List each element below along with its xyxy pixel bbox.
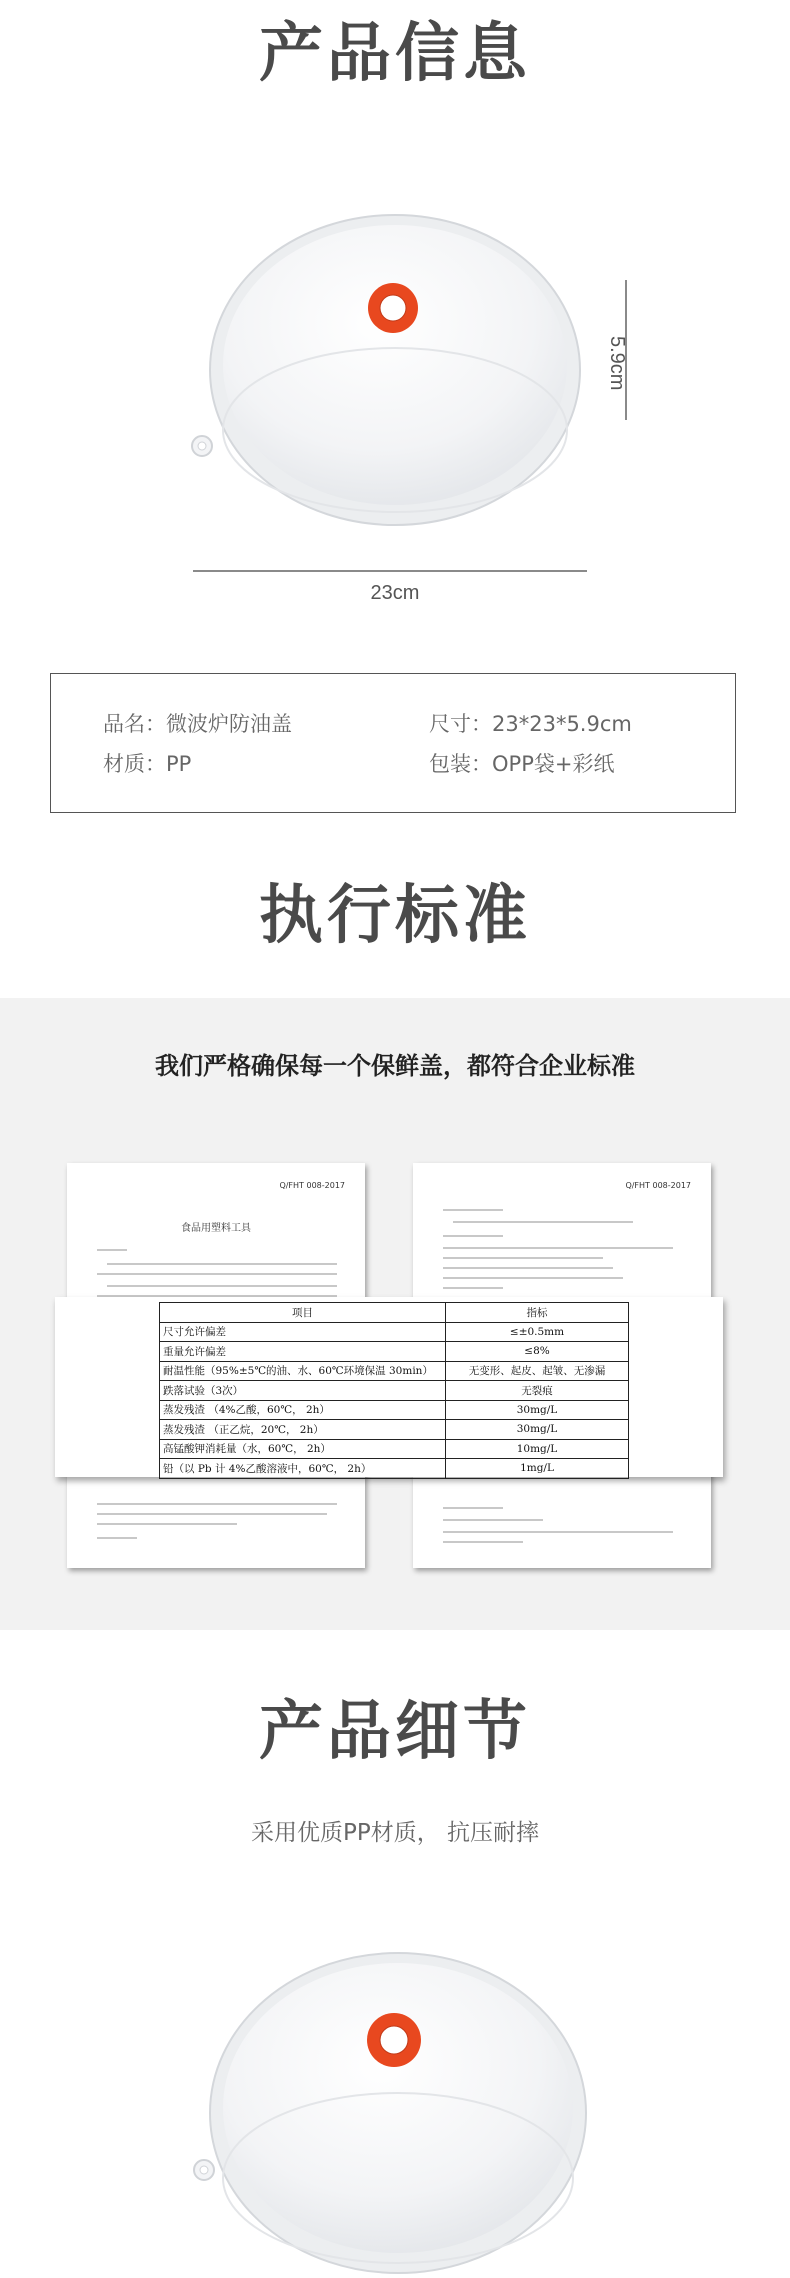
product-image-top (180, 190, 620, 530)
doc-line (97, 1503, 337, 1505)
doc-line (97, 1513, 327, 1515)
doc-line (97, 1273, 337, 1275)
info-package: 包装：OPP袋+彩纸 (429, 752, 615, 776)
table-cell: 耐温性能（95%±5℃的油、水、60℃环境保温 30min） (160, 1361, 446, 1381)
info-material: 材质：PP (103, 752, 192, 776)
doc-line (97, 1249, 127, 1251)
table-cell: ≤8% (446, 1342, 629, 1362)
doc-line (97, 1537, 137, 1539)
table-row (160, 1342, 629, 1362)
doc-line (443, 1277, 623, 1279)
doc-line (443, 1267, 613, 1269)
table-cell: ≤±0.5mm (446, 1322, 629, 1342)
doc-line (107, 1263, 337, 1265)
table-header: 项目 (160, 1303, 446, 1323)
table-cell: 无变形、起皮、起皱、无渗漏 (446, 1361, 629, 1381)
diameter-dimension-line (193, 570, 587, 572)
table-header: 指标 (446, 1303, 629, 1323)
doc-line (443, 1287, 503, 1289)
doc-line (443, 1235, 503, 1237)
table-cell: 蒸发残渣 （4%乙酸，60℃， 2h） (160, 1400, 446, 1420)
section-title-standard: 执行标准 (259, 879, 531, 953)
table-row (160, 1420, 629, 1440)
table-cell: 高锰酸钾消耗量（水，60℃， 2h） (160, 1439, 446, 1459)
table-row (160, 1361, 629, 1381)
table-cell: 尺寸允许偏差 (160, 1322, 446, 1342)
table-cell: 30mg/L (446, 1420, 629, 1440)
standard-table (159, 1302, 629, 1479)
doc-line (97, 1523, 237, 1525)
standard-table-strip (55, 1297, 723, 1477)
table-cell: 重量允许偏差 (160, 1342, 446, 1362)
doc-line (443, 1247, 673, 1249)
standard-caption: 我们严格确保每一个保鲜盖，都符合企业标准 (155, 1052, 635, 1080)
table-row (160, 1439, 629, 1459)
doc-line (443, 1541, 523, 1543)
table-cell: 10mg/L (446, 1439, 629, 1459)
doc-line (453, 1221, 633, 1223)
section-title-detail: 产品细节 (259, 1695, 531, 1769)
doc-line (443, 1257, 603, 1259)
doc-line (443, 1209, 503, 1211)
table-cell: 蒸发残渣 （正乙烷，20℃， 2h） (160, 1420, 446, 1440)
table-row (160, 1322, 629, 1342)
doc-left-title: 食品用塑料工具 (181, 1223, 251, 1234)
info-name: 品名：微波炉防油盖 (103, 712, 292, 736)
doc-line (107, 1285, 337, 1287)
doc-line (443, 1519, 543, 1521)
table-header-row (160, 1303, 629, 1323)
height-dimension-label: 5.9cm (606, 336, 628, 391)
table-row (160, 1381, 629, 1401)
table-cell: 跌落试验（3次） (160, 1381, 446, 1401)
product-info-box (50, 673, 736, 813)
table-row (160, 1459, 629, 1479)
table-cell: 铅（以 Pb 计 4%乙酸溶液中，60℃， 2h） (160, 1459, 446, 1479)
section-title-info: 产品信息 (259, 17, 531, 91)
doc-line (443, 1531, 673, 1533)
table-cell: 1mg/L (446, 1459, 629, 1479)
doc-left-code: Q/FHT 008-2017 (279, 1181, 345, 1190)
table-cell: 无裂痕 (446, 1381, 629, 1401)
detail-subtitle: 采用优质PP材质， 抗压耐摔 (250, 1820, 540, 1846)
info-size: 尺寸：23*23*5.9cm (429, 712, 632, 736)
diameter-dimension-label: 23cm (370, 582, 420, 604)
table-row (160, 1400, 629, 1420)
doc-line (443, 1507, 503, 1509)
table-cell: 30mg/L (446, 1400, 629, 1420)
doc-right-code: Q/FHT 008-2017 (625, 1181, 691, 1190)
product-image-detail (180, 1928, 620, 2278)
